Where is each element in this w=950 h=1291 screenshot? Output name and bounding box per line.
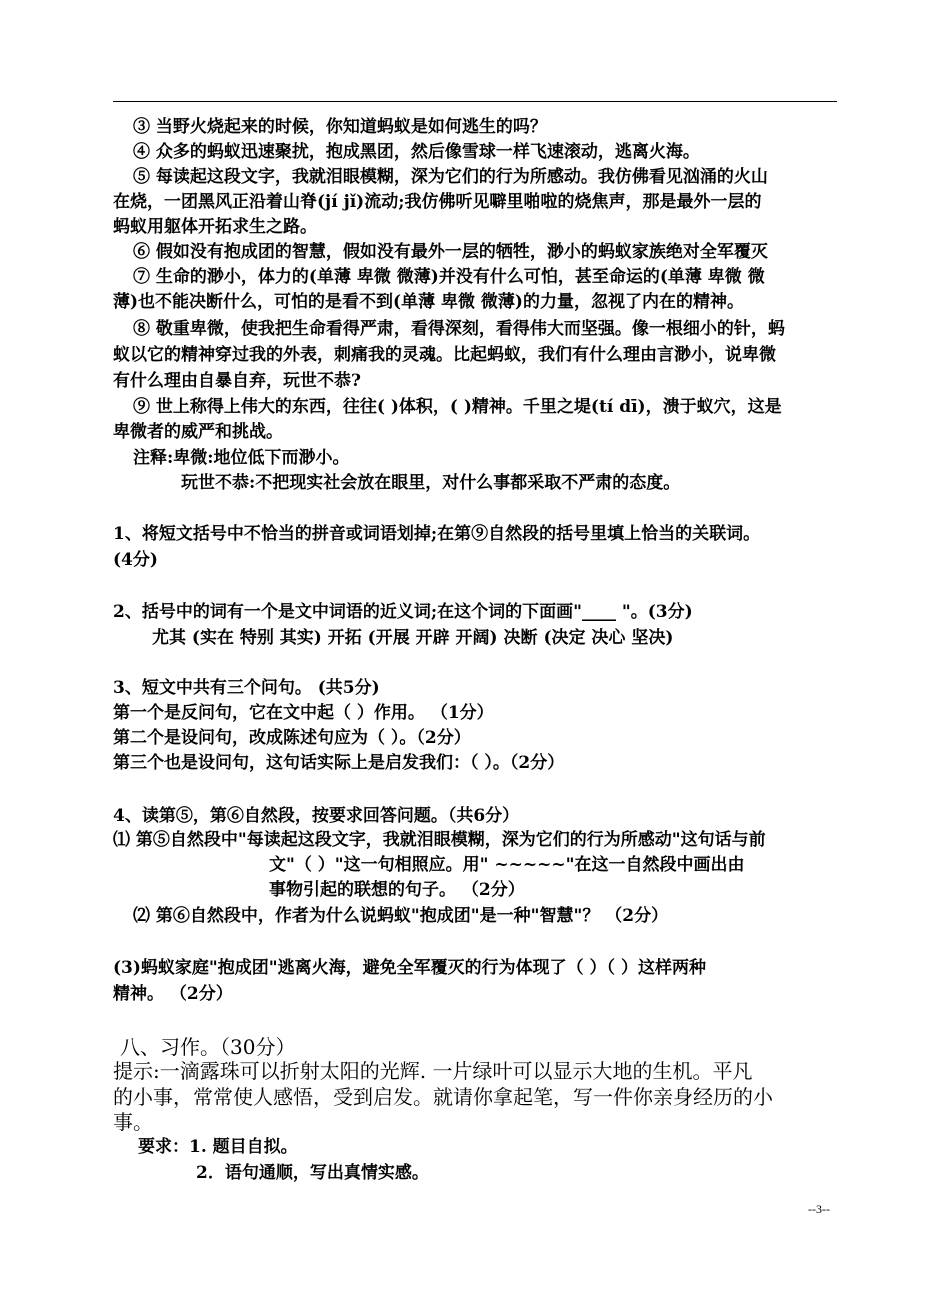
composition-prompt-line-1: 提示:一滴露珠可以折射太阳的光辉. 一片绿叶可以显示大地的生机。平凡	[113, 1059, 753, 1083]
paragraph-7-line-1: ⑦ 生命的渺小，体力的(单薄 卑微 微薄)并没有什么可怕，甚至命运的(单薄 卑微 微	[133, 267, 765, 287]
composition-requirement-2: 2．语句通顺，写出真情实感。	[196, 1163, 429, 1183]
paragraph-4: ④ 众多的蚂蚁迅速聚扰，抱成黑团，然后像雪球一样飞速滚动，逃离火海。	[133, 142, 700, 162]
question-4-line-3: 文"（ ）"这一句相照应。用" ~~~~~"在这一自然段中画出由	[269, 855, 745, 875]
paragraph-8-line-3: 有什么理由自暴自弃，玩世不恭?	[113, 371, 361, 391]
question-3-line-3: 第二个是设问句，改成陈述句应为（ ）。（2分）	[113, 728, 471, 748]
question-4-line-1: 4、读第⑤，第⑥自然段，按要求回答问题。（共6分）	[113, 806, 520, 826]
question-3-line-4: 第三个也是设问句，这句话实际上是启发我们：（ ）。（2分）	[113, 753, 565, 773]
paragraph-8-line-1: ⑧ 敬重卑微，使我把生命看得严肃，看得深刻，看得伟大而坚强。像一根细小的针，蚂	[133, 319, 785, 339]
paragraph-8-line-2: 蚁以它的精神穿过我的外表，刺痛我的灵魂。比起蚂蚁，我们有什么理由言渺小，说卑微	[113, 345, 776, 365]
annotation-line-2: 玩世不恭:不把现实社会放在眼里，对什么事都采取不严肃的态度。	[181, 473, 681, 493]
question-4-line-4: 事物引起的联想的句子。 （2分）	[269, 880, 525, 900]
composition-prompt-line-3: 事。	[113, 1110, 153, 1134]
question-2-line-1: 2、括号中的词有一个是文中词语的近义词;在这个词的下面画"____ "。(3分)	[113, 602, 693, 622]
question-4-line-2: ⑴ 第⑤自然段中"每读起这段文字，我就泪眼模糊，深为它们的行为所感动"这句话与前	[113, 830, 766, 850]
paragraph-7-line-2: 薄)也不能决断什么，可怕的是看不到(单薄 卑微 微薄)的力量，忽视了内在的精神。	[113, 292, 744, 312]
question-3-line-2: 第一个是反问句，它在文中起（ ）作用。 （1分）	[113, 703, 494, 723]
paragraph-3: ③ 当野火烧起来的时候，你知道蚂蚁是如何逃生的吗？	[133, 117, 547, 137]
question-2-line-2: 尤其 (实在 特别 其实) 开拓 (开展 开辟 开阔) 决断 (决定 决心 坚决)	[152, 628, 674, 648]
paragraph-9-line-2: 卑微者的威严和挑战。	[113, 422, 283, 442]
header-rule	[113, 101, 837, 102]
paragraph-9-line-1: ⑨ 世上称得上伟大的东西，往往( )体积，( )精神。千里之堤(tí dī)，溃于蚁穴，这是	[133, 397, 782, 417]
paragraph-6: ⑥ 假如没有抱成团的智慧，假如没有最外一层的牺牲，渺小的蚂蚁家族绝对全军覆灭	[133, 242, 768, 262]
composition-requirement-1: 要求：1. 题目自拟。	[138, 1137, 298, 1157]
annotation-line-1: 注释:卑微:地位低下而渺小。	[133, 448, 350, 468]
question-4-line-6: (3)蚂蚁家庭"抱成团"逃离火海，避免全军覆灭的行为体现了（ ）（ ）这样两种	[113, 958, 706, 978]
paragraph-5-line-3: 蚂蚁用躯体开拓求生之路。	[113, 217, 317, 237]
composition-heading: 八、习作。（30分）	[120, 1035, 296, 1059]
composition-prompt-line-2: 的小事，常常使人感悟，受到启发。就请你拿起笔，写一件你亲身经历的小	[113, 1085, 773, 1109]
question-1-line-2: (4分)	[113, 550, 158, 570]
question-1-line-1: 1、将短文括号中不恰当的拼音或词语划掉;在第⑨自然段的括号里填上恰当的关联词。	[113, 524, 761, 544]
paragraph-5-line-1: ⑤ 每读起这段文字，我就泪眼模糊，深为它们的行为所感动。我仿佛看见汹涌的火山	[133, 167, 768, 187]
question-4-line-7: 精神。 （2分）	[113, 984, 233, 1004]
question-3-line-1: 3、短文中共有三个问句。 (共5分)	[113, 678, 380, 698]
page-number: --3--	[808, 1202, 830, 1216]
question-4-line-5: ⑵ 第⑥自然段中，作者为什么说蚂蚁"抱成团"是一种"智慧"？ （2分）	[133, 906, 669, 926]
paragraph-5-line-2: 在烧，一团黑风正沿着山脊(jí jǐ)流动;我仿佛听见噼里啪啦的烧焦声，那是最外一层的	[113, 192, 762, 212]
